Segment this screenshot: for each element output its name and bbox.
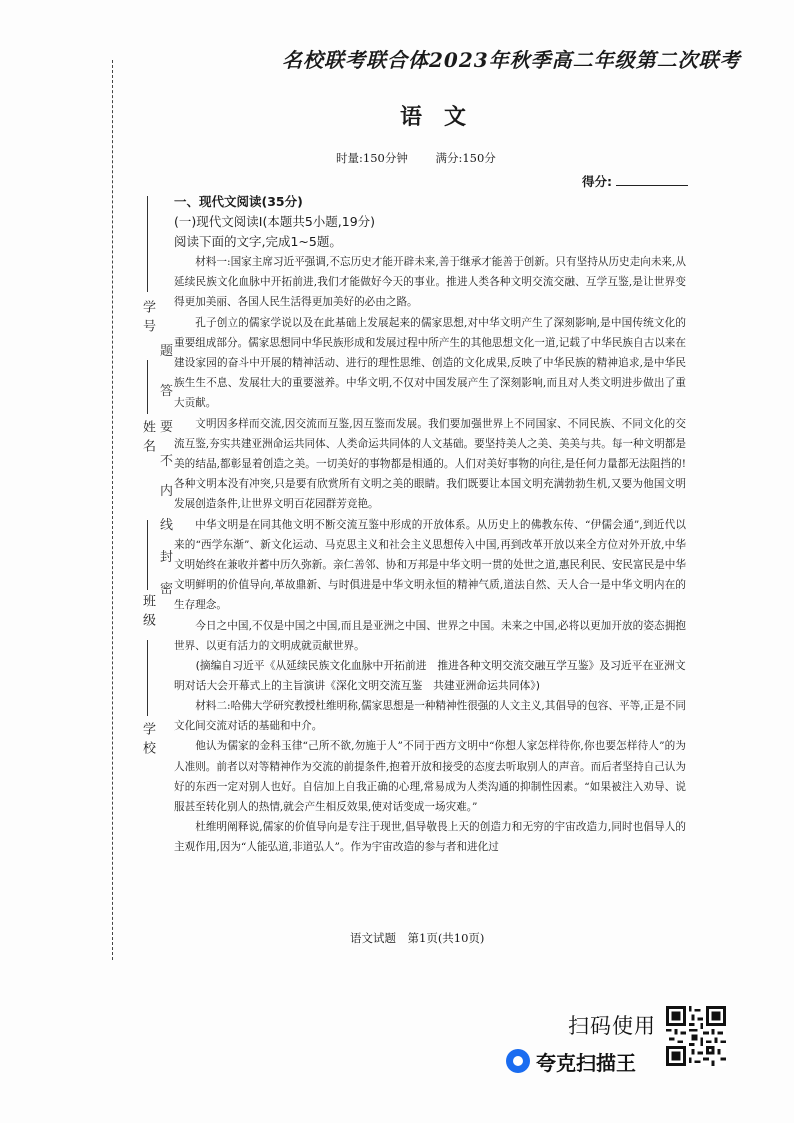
seal-char: 密 bbox=[160, 582, 174, 597]
student-id-label: 学号 bbox=[140, 300, 155, 338]
school-line bbox=[147, 640, 148, 716]
exam-title: 名校联考联合体2023年秋季高二年级第二次联考 bbox=[282, 48, 741, 72]
paragraph: 孔子创立的儒家学说以及在此基础上发展起来的儒家思想,对中华文明产生了深刻影响,是中国传统文化的重要组成部分。儒家思想同中华民族形成和发展过程中所产生的其他思想文化一道,记载了中华民族自古以来在建设家园的奋斗中开展的精神活动、进行的理性思维、创造的文化成果,反映了中华民族的精神追求,是中华民族生生不息、发展壮大的重要滋养。中华文明,不仅对中国发展产生了深刻影响,而且对人类文明进步做出了重大贡献。 bbox=[174, 316, 686, 410]
class-line bbox=[147, 520, 148, 590]
scan-label: 扫码使用 bbox=[568, 1014, 656, 1038]
scanner-brand bbox=[506, 1046, 636, 1076]
seal-char: 不 bbox=[160, 454, 174, 469]
time-score-info bbox=[336, 150, 520, 166]
source-note: (摘编自习近平《从延续民族文化血脉中开拓前进 推进各种文明交流交融互学互鉴》及习近平在亚洲文明对话大会开幕式上的主旨演讲《深化文明交流互鉴 共建亚洲命运共同体》) bbox=[174, 659, 686, 693]
full-score: 满分:150分 bbox=[435, 151, 496, 165]
paragraph: 杜维明阐释说,儒家的价值导向是专注于现世,倡导敬畏上天的创造力和无穷的宇宙改造力,同时也倡导人的主观作用,因为“人能弘道,非道弘人”。作为宇宙改造的参与者和进化过 bbox=[174, 821, 686, 854]
reading-content bbox=[174, 192, 686, 858]
seal-char: 内 bbox=[160, 484, 174, 499]
instruction: 阅读下面的文字,完成1~5题。 bbox=[174, 234, 342, 249]
paragraph: 材料一:国家主席习近平强调,不忘历史才能开辟未来,善于继承才能善于创新。只有坚持从历史走向未来,从延续民族文化血脉中开拓前进,我们才能做好今天的事业。推进人类各种文明交流交融、互学互鉴,是让世界变得更加美丽、各国人民生活得更加美好的必由之路。 bbox=[174, 256, 686, 309]
paragraph: 中华文明是在同其他文明不断交流互鉴中形成的开放体系。从历史上的佛教东传、“伊儒会通”,到近代以来的“西学东渐”、新文化运动、马克思主义和社会主义思想传入中国,再到改革开放以来全方位对外开放,中华文明始终在兼收并蓄中历久弥新。亲仁善邻、协和万邦是中华文明一贯的处世之道,惠民利民、安民富民是中华文明鲜明的价值导向,革故鼎新、与时俱进是中华文明永恒的精神气质,道法自然、天人合一是中华文明内在的生存理念。 bbox=[174, 518, 686, 612]
time-limit: 时量:150分钟 bbox=[336, 151, 408, 165]
qr-code-icon[interactable] bbox=[666, 1006, 726, 1066]
seal-char: 要 bbox=[160, 420, 174, 435]
subject-title: 语文 bbox=[400, 104, 489, 130]
school-label: 学校 bbox=[140, 722, 155, 760]
section-subtitle: (一)现代文阅读Ⅰ(本题共5小题,19分) bbox=[174, 214, 376, 229]
name-line bbox=[147, 360, 148, 414]
quark-logo-icon bbox=[506, 1049, 530, 1073]
paragraph: 材料二:哈佛大学研究教授杜维明称,儒家思想是一种精神性很强的人文主义,其倡导的包容、平等,正是不同文化间交流对话的基础和中介。 bbox=[174, 700, 686, 733]
brand-name: 夸克扫描王 bbox=[536, 1050, 636, 1075]
name-label: 姓名 bbox=[140, 420, 155, 458]
student-id-line bbox=[147, 196, 148, 292]
seal-char: 题 bbox=[160, 344, 174, 359]
score-blank bbox=[616, 185, 688, 186]
seal-char: 线 bbox=[160, 518, 174, 533]
paragraph: 文明因多样而交流,因交流而互鉴,因互鉴而发展。我们要加强世界上不同国家、不同民族、不同文化的交流互鉴,夯实共建亚洲命运共同体、人类命运共同体的人文基础。要坚持美人之美、美美与共。每一种文明都是美的结晶,都彰显着创造之美。一切美好的事物都是相通的。人们对美好事物的向往,是任何力量都无法阻挡的!各种文明本没有冲突,只是要有欣赏所有文明之美的眼睛。我们既要让本国文明充满勃勃生机,又要为他国文明发展创造条件,让世界文明百花园群芳竞艳。 bbox=[174, 417, 686, 511]
page-footer: 语文试题 第1页(共10页) bbox=[350, 931, 485, 945]
paragraph: 他认为儒家的金科玉律“己所不欲,勿施于人”不同于西方文明中“你想人家怎样待你,你也要怎样待人”的为人准则。前者以对等精神作为交流的前提条件,抱着开放和接受的态度去听取别人的声音。而后者坚持自己认为好的东西一定对别人也好。自信加上自我正确的心理,常易成为人类沟通的抑制性因素。“如果被注入劝导、说服甚至转化别人的热情,就会产生相反效果,使对话变成一场灾难。” bbox=[174, 740, 686, 814]
seal-char: 封 bbox=[160, 550, 174, 565]
seal-char: 答 bbox=[160, 384, 174, 399]
score-label: 得分: bbox=[582, 174, 612, 189]
section-title: 一、现代文阅读(35分) bbox=[174, 194, 303, 209]
binding-dashed-line bbox=[112, 60, 113, 960]
paragraph: 今日之中国,不仅是中国之中国,而且是亚洲之中国、世界之中国。未来之中国,必将以更加开放的姿态拥抱世界、以更有活力的文明成就贡献世界。 bbox=[174, 619, 686, 652]
score-field bbox=[582, 172, 688, 190]
class-label: 班级 bbox=[140, 594, 155, 632]
